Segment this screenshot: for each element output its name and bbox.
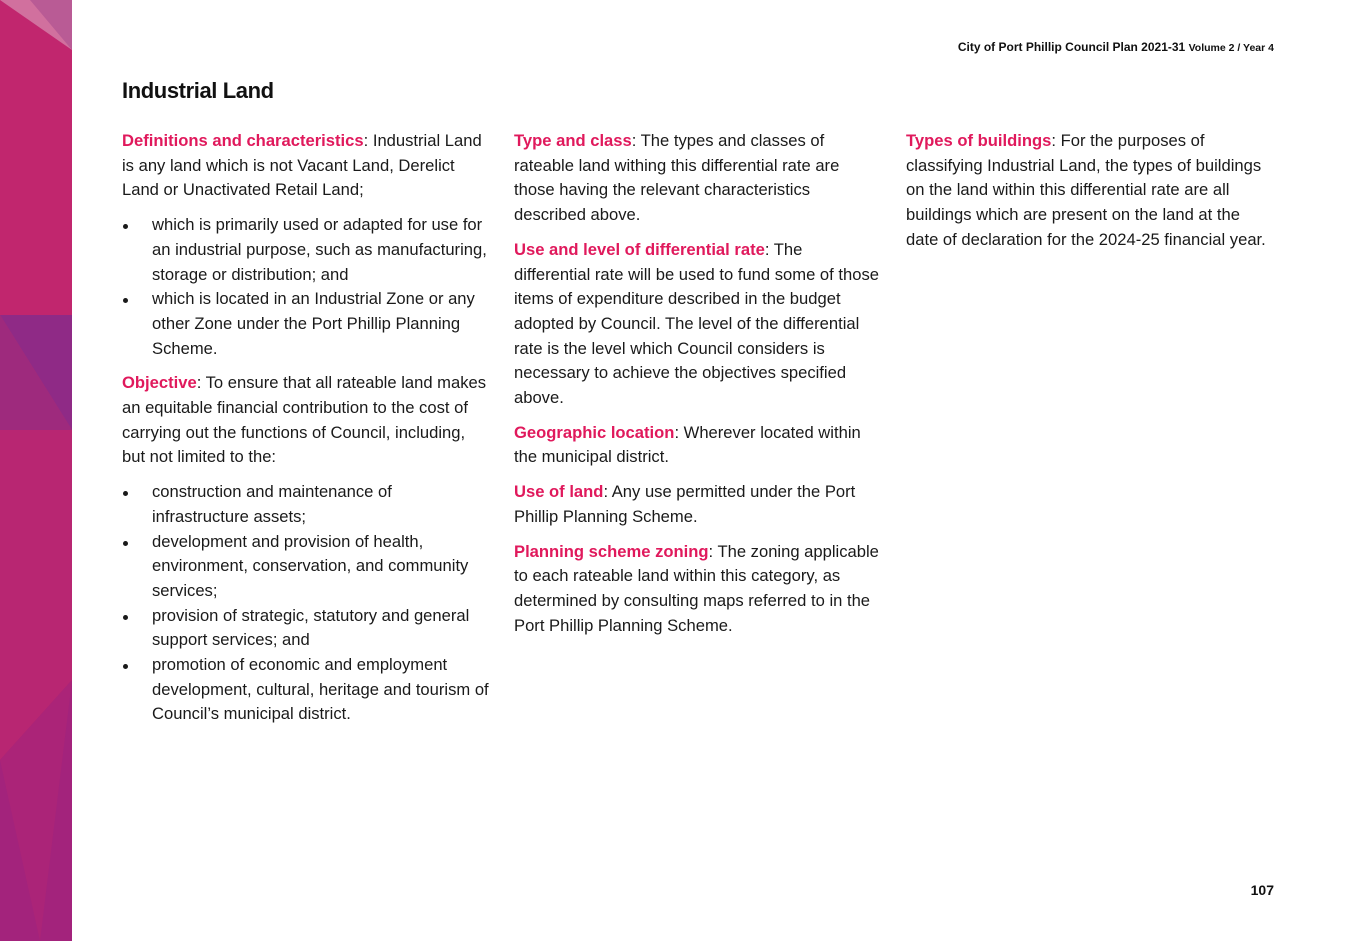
definitions-list: [122, 213, 492, 361]
list-item: development and provision of health, environment, conservation, and community services;: [122, 530, 492, 604]
list-item: provision of strategic, statutory and general support services; and: [122, 604, 492, 653]
list-item: promotion of economic and employment development, cultural, heritage and tourism of Council’s municipal district.: [122, 653, 492, 727]
column-2: [514, 129, 882, 648]
objective-paragraph: [122, 371, 492, 470]
document-header: [958, 40, 1274, 54]
use-level-label: Use and level of differential rate: [514, 239, 765, 259]
use-of-land-label: Use of land: [514, 482, 604, 502]
objective-label: Objective: [122, 373, 197, 393]
geographic-label: Geographic location: [514, 422, 675, 442]
zoning-text: : The zoning applicable to each rateable land within this category, as determined by consulting maps referred to in the Port Phillip Planning Scheme.: [514, 541, 879, 635]
decorative-sidebar: [0, 0, 72, 941]
buildings-label: Types of buildings: [906, 131, 1052, 150]
buildings-paragraph: [906, 129, 1271, 253]
list-item: which is primarily used or adapted for use for an industrial purpose, such as manufacturing, storage or distribution; and: [122, 213, 492, 287]
definitions-paragraph: [122, 129, 492, 203]
type-class-label: Type and class: [514, 131, 632, 150]
zoning-label: Planning scheme zoning: [514, 541, 709, 561]
zoning-paragraph: [514, 540, 882, 639]
page-title: Industrial Land: [122, 78, 274, 103]
column-3: [906, 129, 1271, 263]
header-volume: Volume 2 / Year 4: [1188, 42, 1274, 54]
objective-list: [122, 480, 492, 727]
column-1: [122, 129, 492, 737]
use-level-text: : The differential rate will be used to fund some of those items of expenditure described in the budget adopted by Council. The level of the differential rate is the level which Council considers is necessary to achieve the objectives specified above.: [514, 239, 879, 408]
definitions-label: Definitions and characteristics: [122, 131, 364, 150]
objective-text: : To ensure that all rateable land makes an equitable financial contribution to the cost of carrying out the functions of Council, including, but not limited to the:: [122, 373, 487, 467]
use-of-land-paragraph: [514, 480, 882, 529]
buildings-text: : For the purposes of classifying Industrial Land, the types of buildings on the land within this differential rate are all buildings which are present on the land at the date of declaration for the 2024-25 financial year.: [906, 131, 1266, 249]
header-doc-title: City of Port Phillip Council Plan 2021-31: [957, 40, 1186, 54]
type-class-paragraph: [514, 129, 882, 228]
sidebar-pattern: [0, 0, 72, 941]
definitions-text: : Industrial Land is any land which is not Vacant Land, Derelict Land or Unactivated Retail Land;: [122, 131, 482, 200]
list-item: which is located in an Industrial Zone or any other Zone under the Port Phillip Planning Scheme.: [122, 287, 492, 361]
page-number: 107: [1250, 882, 1274, 898]
type-class-text: : The types and classes of rateable land withing this differential rate are those having the relevant characteristics described above.: [514, 131, 840, 225]
geographic-text: : Wherever located within the municipal district.: [514, 422, 861, 467]
use-level-paragraph: [514, 238, 882, 411]
geographic-paragraph: [514, 421, 882, 470]
list-item: construction and maintenance of infrastructure assets;: [122, 480, 492, 529]
use-of-land-text: : Any use permitted under the Port Phillip Planning Scheme.: [514, 482, 856, 526]
